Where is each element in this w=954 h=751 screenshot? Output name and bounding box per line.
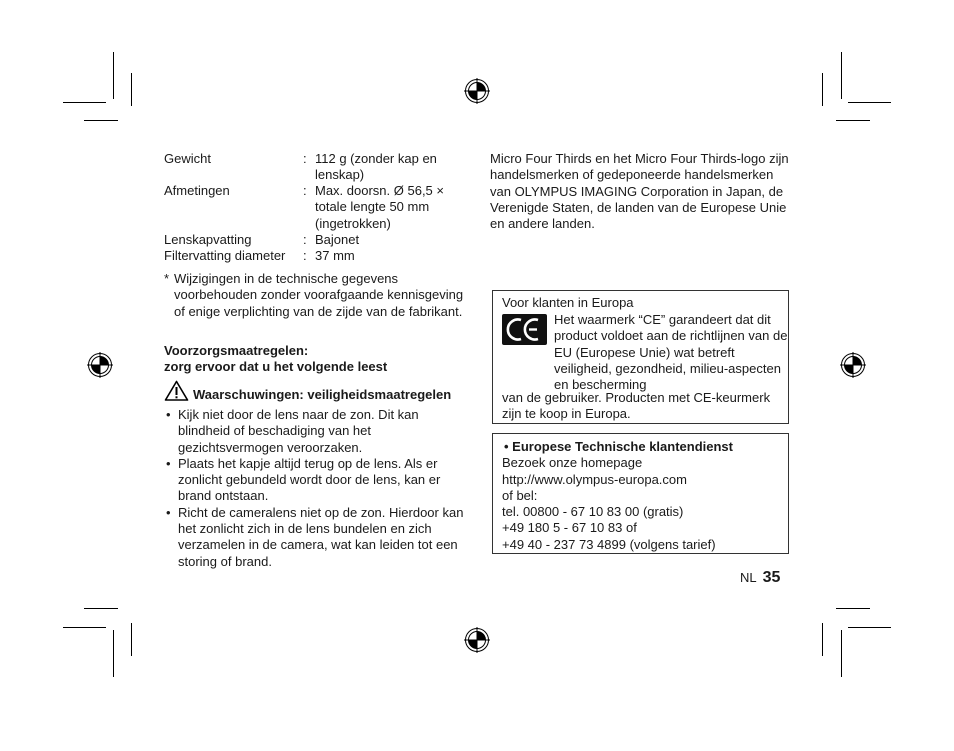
spec-value: Max. doorsn. Ø 56,5 × totale lengte 50 mm (ingetrokken) [315, 183, 444, 231]
bullet: • [166, 504, 171, 520]
registration-mark-icon [464, 627, 490, 653]
list-item-text: Richt de cameralens niet op de zon. Hierdoor kan het zonlicht zich in de lens bundelen en zich verzamelen in de camera, wat kan leiden tot een storing of brand. [178, 504, 464, 569]
bullet: • [166, 455, 171, 471]
spec-colon: : [303, 183, 307, 198]
page-footer [740, 570, 780, 586]
list-item-text: Kijk niet door de lens naar de zon. Dit kan blindheid of beschadiging van het gezichtsvermogen veroorzaken. [178, 407, 419, 455]
trademark-notice: Micro Four Thirds en het Micro Four Thirds-logo zijn handelsmerken of gedeponeerde handelsmerken van OLYMPUS IMAGING Corporation in Japan, de Verenigde Staten, de landen van de Europese Unie en andere landen. [490, 151, 789, 232]
europe-box-title: Voor klanten in Europa [502, 295, 634, 310]
service-phone: +49 40 - 237 73 4899 (volgens tarief) [502, 536, 716, 552]
footnote-text: Wijzigingen in de technische gegevens voorbehouden zonder voorafgaande kennisgeving of enige verplichting van de zijde van de fabrikant. [174, 271, 464, 319]
registration-mark-icon [840, 352, 866, 378]
bullet: • [166, 407, 171, 422]
list-item [164, 407, 469, 456]
spec-label: Gewicht [164, 151, 211, 166]
service-box-title: • Europese Technische klantendienst [504, 439, 733, 454]
service-line: of bel: [502, 487, 538, 503]
service-phone: tel. 00800 - 67 10 83 00 (gratis) [502, 504, 684, 520]
registration-mark-icon [464, 78, 490, 104]
ce-logo [502, 314, 547, 345]
spec-colon: : [303, 151, 307, 166]
spec-footnote [164, 271, 469, 320]
precautions-heading-line2: zorg ervoor dat u het volgende leest [164, 359, 388, 375]
service-box [492, 433, 789, 554]
warning-triangle-icon [164, 380, 189, 401]
precautions-heading [164, 343, 464, 376]
spec-label: Afmetingen [164, 183, 230, 198]
ce-mark-icon [502, 314, 547, 345]
spec-colon: : [303, 248, 307, 263]
spec-label: Filtervatting diameter [164, 248, 286, 263]
footnote-asterisk: * [164, 271, 170, 286]
ce-explanation-continued: van de gebruiker. Producten met CE-keurmerk zijn te koop in Europa. [502, 390, 771, 422]
precautions-heading-line1: Voorzorgsmaatregelen: [164, 343, 309, 358]
page-number: 35 [762, 569, 781, 586]
list-item-text: Plaats het kapje altijd terug op de lens. Als er zonlicht gebundeld wordt door de lens, kan er brand ontstaan. [178, 455, 441, 504]
spec-value: 37 mm [315, 248, 355, 263]
spec-value: Bajonet [315, 232, 360, 247]
warnings-list [164, 407, 469, 570]
list-item [164, 505, 469, 570]
service-line: Bezoek onze homepage [502, 455, 643, 471]
spec-value: 112 g (zonder kap en lenskap) [315, 151, 437, 183]
ce-explanation: Het waarmerk “CE” garandeert dat dit product voldoet aan de richtlijnen van de EU (Europese Unie) wat betreft veiligheid, gezondheid, milieu-aspecten en bescherming [554, 312, 788, 393]
registration-mark-icon [87, 352, 113, 378]
list-item [164, 456, 469, 505]
service-phone: +49 180 5 - 67 10 83 of [502, 520, 637, 536]
language-code: NL [740, 570, 757, 585]
warnings-heading [164, 380, 469, 403]
service-url: http://www.olympus-europa.com [502, 471, 687, 487]
europe-customers-box [492, 290, 789, 424]
warnings-heading-text: Waarschuwingen: veiligheidsmaatregelen [193, 387, 452, 402]
spec-colon: : [303, 232, 307, 247]
spec-label: Lenskapvatting [164, 232, 252, 247]
